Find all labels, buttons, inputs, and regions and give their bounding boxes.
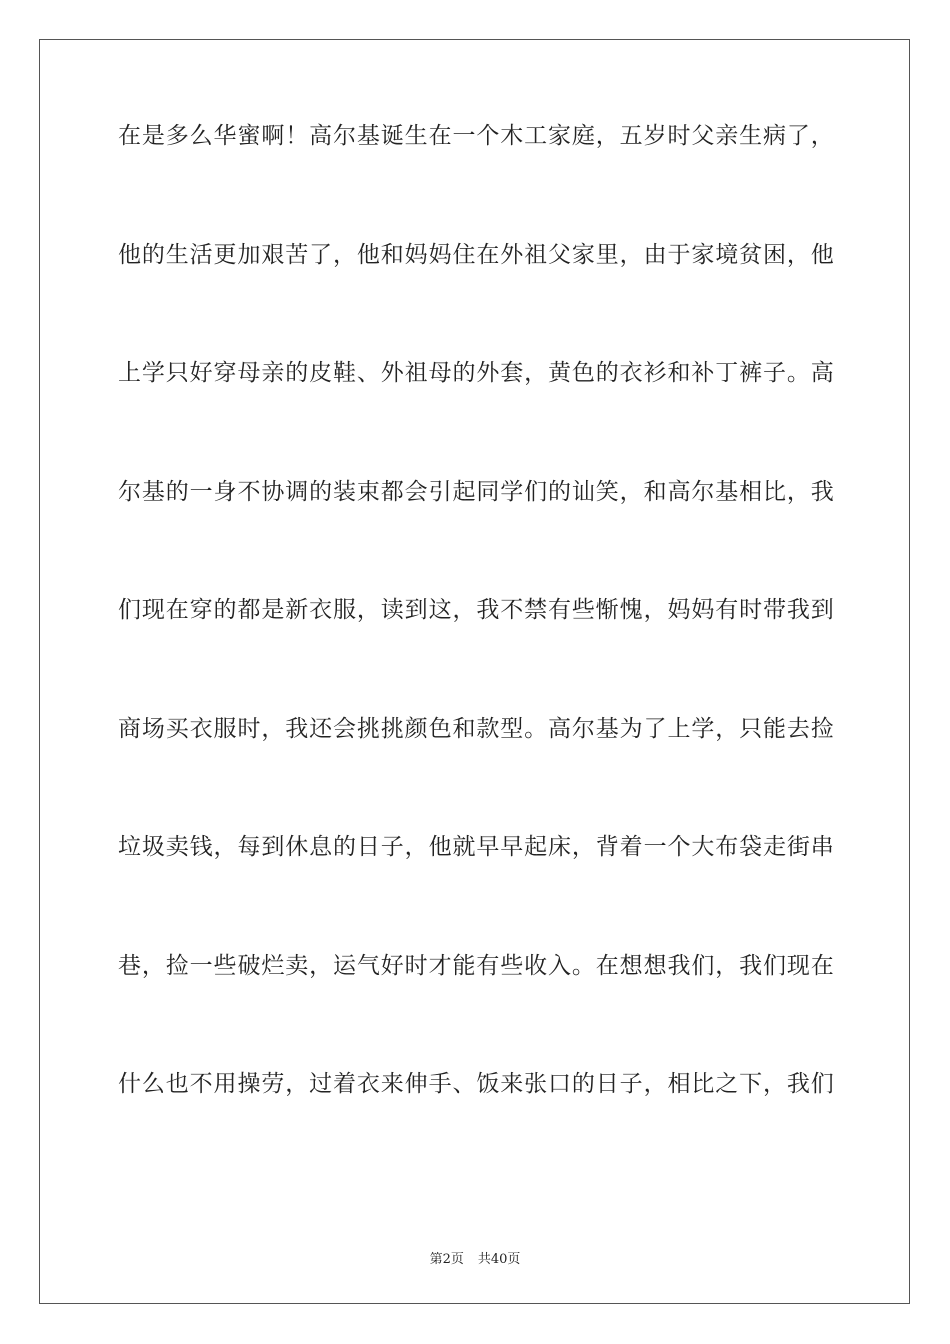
page-footer	[0, 1248, 950, 1267]
text-line-1: 在是多么华蜜啊！高尔基诞生在一个木工家庭，五岁时父亲生病了，	[118, 123, 834, 149]
text-line-7: 垃圾卖钱，每到休息的日子，他就早早起床，背着一个大布袋走街串	[118, 834, 834, 860]
text-line-5: 们现在穿的都是新衣服，读到这，我不禁有些惭愧，妈妈有时带我到	[118, 597, 834, 623]
text-line-3: 上学只好穿母亲的皮鞋、外祖母的外套，黄色的衣衫和补丁裤子。高	[118, 360, 834, 386]
text-line-4: 尔基的一身不协调的装束都会引起同学们的讪笑，和高尔基相比，我	[118, 478, 834, 505]
page-number: 第2页	[429, 1252, 464, 1267]
text-line-6: 商场买衣服时，我还会挑挑颜色和款型。高尔基为了上学，只能去捡	[118, 715, 834, 742]
text-line-8: 巷，捡一些破烂卖，运气好时才能有些收入。在想想我们，我们现在	[118, 952, 834, 979]
page-total: 共40页	[477, 1252, 521, 1267]
text-line-2: 他的生活更加艰苦了，他和妈妈住在外祖父家里，由于家境贫困，他	[118, 241, 834, 268]
body-text	[118, 125, 834, 1192]
text-line-9: 什么也不用操劳，过着衣来伸手、饭来张口的日子，相比之下，我们	[118, 1071, 834, 1097]
